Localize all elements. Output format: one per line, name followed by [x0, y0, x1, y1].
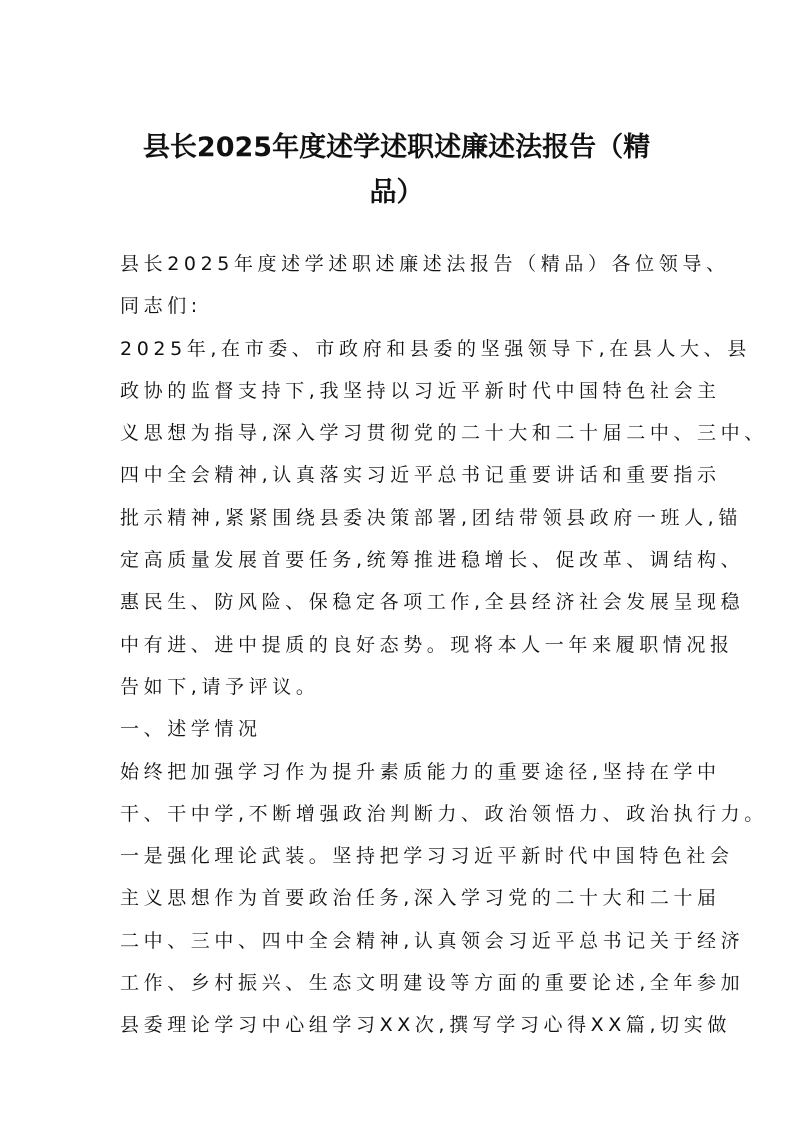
- body-text-line: 批示精神,紧紧围绕县委决策部署,团结带领县政府一班人,锚: [120, 506, 742, 529]
- body-text-line: 一是强化理论武装。坚持把学习习近平新时代中国特色社会: [120, 845, 734, 868]
- document-title: [100, 125, 693, 215]
- body-text-line: 二中、三中、四中全会精神,认真领会习近平总书记关于经济: [120, 929, 745, 952]
- body-text-line: 政协的监督支持下,我坚持以习近平新时代中国特色社会主: [120, 379, 721, 402]
- body-text-line: 同志们:: [120, 295, 202, 318]
- body-text-line: 中有进、进中提质的良好态势。现将本人一年来履职情况报: [120, 633, 734, 656]
- body-text-line: 干、干中学,不断增强政治判断力、政治领悟力、政治执行力。: [120, 802, 768, 825]
- body-text-line: 主义思想作为首要政治任务,深入学习党的二十大和二十届: [120, 887, 721, 910]
- section-heading: 一、述学情况: [120, 718, 262, 741]
- body-text-line: 定高质量发展首要任务,统筹推进稳增长、促改革、调结构、: [120, 549, 745, 572]
- body-text-line: 2025年,在市委、市政府和县委的坚强领导下,在县人大、县: [120, 337, 751, 360]
- body-text-line: 惠民生、防风险、保稳定各项工作,全县经济社会发展呈现稳: [120, 591, 745, 614]
- body-text-line: 始终把加强学习作为提升素质能力的重要途径,坚持在学中: [120, 760, 721, 783]
- body-text-line: 县长2025年度述学述职述廉述法报告（精品）各位领导、: [120, 253, 730, 275]
- document-body: [120, 243, 768, 1047]
- body-text-line: 告如下,请予评议。: [120, 675, 320, 698]
- body-text-line: 工作、乡村振兴、生态文明建设等方面的重要论述,全年参加: [120, 972, 745, 995]
- body-text-line: 四中全会精神,认真落实习近平总书记重要讲话和重要指示: [120, 464, 721, 487]
- title-line-2: 品）: [369, 177, 424, 208]
- title-line-1: 县长2025年度述学述职述廉述法报告（精: [142, 132, 651, 163]
- body-text-line: 义思想为指导,深入学习贯彻党的二十大和二十届二中、三中、: [120, 422, 768, 445]
- body-text-line: 县委理论学习中心组学习XX次,撰写学习心得XX篇,切实做: [120, 1014, 731, 1037]
